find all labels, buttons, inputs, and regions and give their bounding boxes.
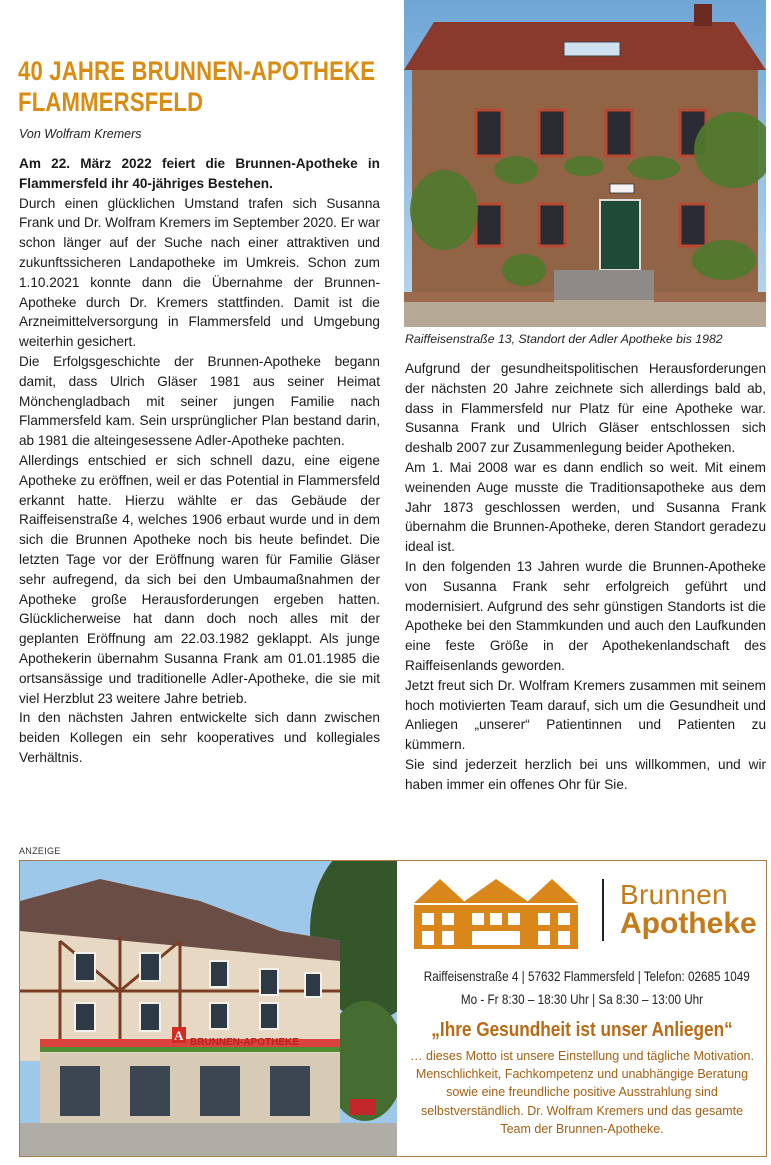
article-paragraph: In den nächsten Jahren entwickelte sich dann zwischen beiden Kollegen ein sehr kooperatives und kollegiales Verhältnis. [19, 710, 380, 765]
article-paragraph: Die Erfolgsgeschichte der Brunnen-Apotheke begann damit, dass Ulrich Gläser 1981 aus seiner Heimat Mönchengladbach mit seiner jungen Familie nach Flammersfeld kam. Sein ursprünglicher Plan bestand darin, ab 1981 die alteingesessene Adler-Apotheke pachten. [19, 353, 380, 449]
article-column-right [405, 359, 766, 795]
article-paragraph: Sie sind jederzeit herzlich bei uns willkommen, und wir haben immer ein offenes Ohr für Sie. [405, 756, 766, 792]
opening-hours: Mo - Fr 8:30 – 18:30 Uhr | Sa 8:30 – 13:00 Uhr [460, 992, 704, 1007]
article-paragraph: Allerdings entschied er sich schnell dazu, eine eigene Apotheke zu eröffnen, weil er das Potential in Flammersfeld erkannt hatte. Hierzu wählte er das Gebäude der Raiffeisenstraße 4, welches 1906 erbaut wurde und in dem sich die Brunnen Apotheke noch bis heute befindet. Die letzten Tage vor der Eröffnung waren für Familie Gläser sehr aufregend, da sich bei den Umbaumaßnahmen der Apotheke große Herausforderungen ergeben hatten. Glücklicherweise hat dann doch noch alles mit der geplanten Eröffnung am 22.03.1982 geklappt. Als junge Apothekerin übernahm Susanna Frank am 01.01.1985 die ortsansässige und traditionelle Adler-Apotheke, die sie mit viel Herzblut 23 weitere Jahre betrieb. [19, 452, 380, 706]
headline-line-2: FLAMMERSFELD [18, 87, 204, 117]
address-phone-line: Raiffeisenstraße 4 | 57632 Flammersfeld | Telefon: 02685 1049 [423, 969, 750, 984]
slogan: „Ihre Gesundheit ist unser Anliegen“ [431, 1019, 733, 1041]
article-paragraph: Aufgrund der gesundheitspolitischen Herausforderungen der nächsten 20 Jahre zeichnete sich allerdings bald ab, dass in Flammersfeld nur Platz für eine Apotheke war. Susanna Frank und Ulrich Gläser entschlossen sich deshalb 2007 zur Zusammenlegung beider Apotheken. [405, 361, 766, 456]
ad-label: ANZEIGE [19, 846, 61, 856]
adler-apotheke-building-photo [404, 0, 766, 327]
storefront-sign: BRUNNEN-APOTHEKE [190, 1037, 299, 1048]
article-lead: Am 22. März 2022 feiert die Brunnen-Apotheke in Flammersfeld ihr 40-jähriges Bestehen. [19, 156, 380, 191]
mission-text: … dieses Motto ist unsere Einstellung und tägliche Motivation. Menschlichkeit, Fachkompetenz und unabhängige Beratung sowie eine freundliche positive Ausstrahlung sind selbstverständlich. Dr. Wolfram Kremers und das gesamte Team der Brunnen-Apotheke. [410, 1049, 754, 1136]
article-paragraph: Jetzt freut sich Dr. Wolfram Kremers zusammen mit seinem hoch motivierten Team darauf, sich um die Gesundheit und Anliegen „unserer“ Patientinnen und Patienten zu kümmern. [405, 677, 766, 753]
article-paragraph: Am 1. Mai 2008 war es dann endlich so weit. Mit einem weinenden Auge musste die Traditionsapotheke aus dem Jahr 1873 geschlossen werden, und Susanna Frank übernahm die Brunnen-Apotheke, deren Standort geradezu ideal ist. [405, 459, 766, 555]
brand-name-line-2: Apotheke [620, 907, 757, 940]
article-paragraph: In den folgenden 13 Jahren wurde die Brunnen-Apotheke von Susanna Frank sehr erfolgreich geführt und modernisiert. Aufgrund des sehr günstigen Standorts ist die Apotheke bei den Stammkunden und auch den Laufkunden eine feste Größe in der Apothekenlandschaft des Raiffeisenlands geworden. [405, 558, 766, 673]
brand-name-line-1: Brunnen [620, 879, 728, 910]
article-column-left [19, 154, 380, 768]
pharmacy-a-sign: A [174, 1028, 184, 1043]
brunnen-apotheke-logo-icon [410, 875, 582, 951]
photo-caption: Raiffeisenstraße 13, Standort der Adler Apotheke bis 1982 [405, 332, 723, 346]
advertisement [19, 860, 767, 1157]
byline: Von Wolfram Kremers [19, 127, 142, 141]
article-headline [18, 56, 376, 118]
ad-info-panel [398, 861, 766, 1157]
article-paragraph: Durch einen glücklichen Umstand trafen sich Susanna Frank und Dr. Wolfram Kremers im September 2020. Er war schon länger auf der Suche nach einer attraktiven und zukunftssicheren Landapotheke im Umkreis. Schon zum 1.10.2021 konnte dann die Übernahme der Brunnen-Apotheke durch Dr. Kremers stattfinden. Damit ist die Arzneimittelversorgung in Flammersfeld und Umgebung weiterhin gesichert. [19, 195, 380, 350]
logo-divider [602, 879, 604, 941]
headline-line-1: 40 JAHRE BRUNNEN-APOTHEKE [18, 56, 376, 86]
pharmacy-storefront-photo [20, 861, 397, 1157]
